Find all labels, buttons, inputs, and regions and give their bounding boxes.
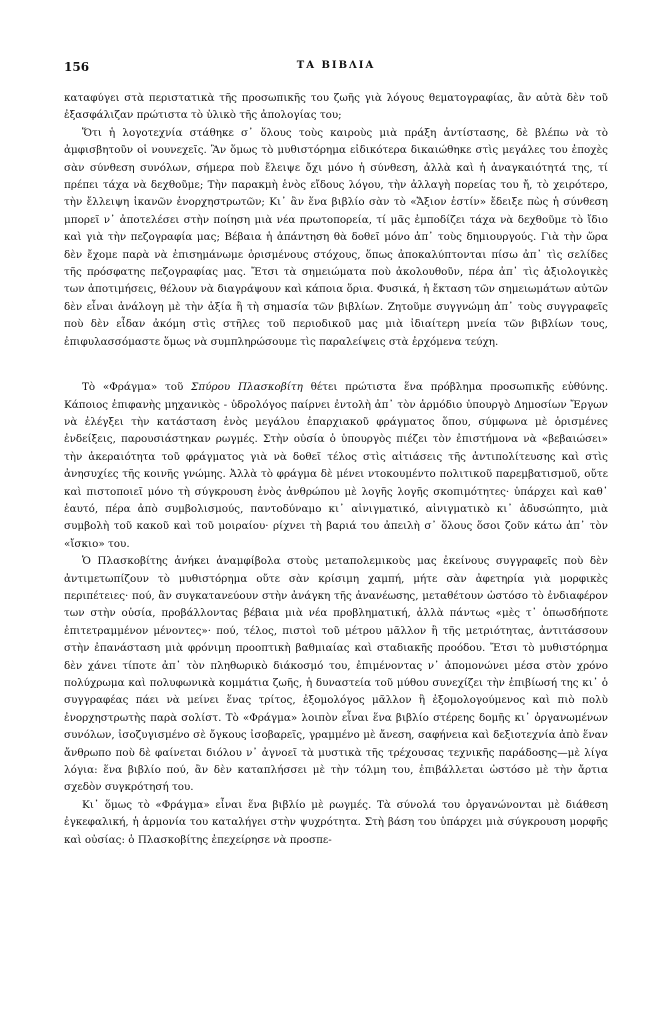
section-divider xyxy=(64,351,608,379)
review-lead-after: θέτει πρώτιστα ἕνα πρόβλημα προσωπικῆς εὐθύνης. Κάποιος ἐπιφανὴς μηχανικὸς - ὑδρολόγος παίρνει ἐντολὴ ἀπ᾿ τὸν ἁρμόδιο ὑπουργὸ Δημοσίων Ἔργων νὰ ἐλέγξει τὴν κατάσταση ἑνὸς μεγάλου ἐπαρχιακοῦ φράγματος ὅπου, σύμφωνα μὲ ὁρισμένες ἐνδείξεις, παρουσιάστηκαν ρωγμές. Στὴν οὐσία ὁ ὑπουργὸς πιέζει τὸν ἐπιστήμονα νὰ «βεβαιώσει» τὴν ἀκεραιότητα τοῦ φράγματος γιὰ νὰ δοθεῖ τέλος στὶς αἰτιάσεις τῆς ἀντιπολίτευσης καὶ στὶς ἀνησυχίες τῆς κοινῆς γνώμης. Ἀλλὰ τὸ φράγμα δὲ μένει ντοκουμέντο πολιτικοῦ παρεμβατισμοῦ, οὔτε καὶ πιστοποιεῖ μόνο τὴ σύγκρουση ἑνὸς ἀνθρώπου μὲ λογῆς λογῆς σκοπιμότητες· ὑπάρχει καὶ καθ᾿ ἑαυτό, πέρα ἀπὸ συμβολισμούς, παντοδύναμο κι᾿ αἰνιγματικό, αἰνιγματικὸ κι᾿ ἀδυσώπητο, μιὰ συμβολὴ τοῦ κακοῦ καὶ τοῦ μοιραίου· ρίχνει τὴ βαριά του ἀπειλὴ σ᾿ ὅλους ὅσοι ζοῦν κάτω ἀπ᾿ τὸν «ἴσκιο» του. xyxy=(64,381,608,550)
author-name: Σπύρου Πλασκοβίτη xyxy=(191,381,303,394)
article-body xyxy=(64,90,608,849)
page-header xyxy=(64,60,608,84)
page-number: 156 xyxy=(64,60,90,74)
review-lead-before: Τὸ «Φράγμα» τοῦ xyxy=(82,381,192,394)
review-paragraph: Κι᾿ ὅμως τὸ «Φράγμα» εἶναι ἕνα βιβλίο μὲ ρωγμές. Τὰ σύνολά του ὀργανώνονται μὲ διάθεση ἐγκεφαλική, ἡ ἁρμονία του καταλήγει στὴν ψυχρότητα. Στὴ βάση του ὑπάρχει μιὰ σύγκρουση μορφῆς καὶ οὐσίας: ὁ Πλασκοβίτης ἐπεχείρησε νὰ προσπε- xyxy=(64,798,608,846)
running-title: ΤΑ ΒΙΒΛΙΑ xyxy=(296,60,376,71)
review-paragraph: Ὁ Πλασκοβίτης ἀνήκει ἀναμφίβολα στοὺς μεταπολεμικοὺς μας ἐκείνους συγγραφεῖς ποὺ δὲν ἀντιμετωπίζουν τὸ μυθιστόρημα οὔτε σὰν κρίσιμη χαμπή, μήτε σὰν ἀφετηρία γιὰ μορφικὲς περιπέτειες· πού, ἂν συγκατανεύουν στὴν ἀνάγκη τῆς ἀνανέωσης, μεταθέτουν ὡστόσο τὸ ἐνδιαφέρον των στὴν οὐσία, προβάλλοντας βέβαια μιὰ νέα προβληματική, ἀλλὰ πάντως «μὲς τ᾿ ὁπωσδήποτε ἐπιτετραμμένον μένοντες»· πού, τέλος, πιστοὶ τοῦ μέτρου μᾶλλον ἢ τῆς μετριότητας, ἀντιτάσσουν στὴν ἐπανάσταση μιὰ φρόνιμη προοπτικὴ βαθμιαίας καὶ σταδιακῆς προόδου. Ἔτσι τὸ μυθιστόρημα δὲν χάνει τίποτε ἀπ᾿ τὸν πληθωρικὸ διάκοσμό του, ἐπιμένοντας ν᾿ ἀπομονώνει μέσα στὸν χρόνο πολύχρωμα καὶ πολυφωνικὰ κομμάτια ζωῆς, ἡ δυναστεία τοῦ μύθου συνεχίζει τὴν ἐπιβίωσή της κι᾿ ὁ συγγραφέας πάει νὰ μείνει ἕνας τρίτος, ἐξομολόγος μᾶλλον ἢ ἐξομολογούμενος καὶ πιὸ πολὺ ἐνορχηστρωτὴς παρὰ σολίστ. Τὸ «Φράγμα» λοιπὸν εἶναι ἕνα βιβλίο στέρεης δομῆς κι᾿ ὀργανωμένων συνόλων, ἰσοζυγισμένο σὲ ὄγκους ἰσοβαρεῖς, γραμμένο μὲ ἄνεση, σαφήνεια καὶ δεξιοτεχνία ἀπὸ ἕναν ἄνθρωπο ποὺ δὲ φαίνεται διόλου ν᾿ ἀγνοεῖ τὰ μυστικὰ τῆς τρέχουσας τεχνικῆς παράδοσης—μὲ λίγα λόγια: ἕνα βιβλίο πού, ἂν δὲν καταπλήσσει μὲ τὴν τόλμη του, ἐπιβάλλεται ὡστόσο μὲ τὴν ἄρτια σχεδὸν συγκρότησή του. xyxy=(64,555,608,794)
intro-paragraph: καταφύγει στὰ περιστατικὰ τῆς προσωπικῆς του ζωῆς γιὰ λόγους θεματογραφίας, ἂν αὐτὰ δὲν τοῦ ἐξασφάλιζαν πρώτιστα τὸ ὑλικὸ τῆς ἀπολογίας του; xyxy=(64,92,608,122)
intro-paragraph: Ὅτι ἡ λογοτεχνία στάθηκε σ᾿ ὅλους τοὺς καιροὺς μιὰ πράξη ἀντίστασης, δὲ βλέπω νὰ τὸ ἀμφισβητοῦν οἱ νουνεχεῖς. Ἂν ὅμως τὸ μυθιστόρημα εἰδικότερα δικαιώθηκε στὶς μεγάλες του ἐποχὲς σὰν σύνθεση συνόλων, σήμερα ποὺ ἔλειψε ὄχι μόνο ἡ σύνθεση, ἀλλὰ καὶ ἡ ἀναγκαιότητά της, τί πρέπει τάχα νὰ δεχθοῦμε; Τὴν παρακμὴ ἑνὸς εἴδους λόγου, τὴν ἀλλαγὴ πορείας του ἤ, τὸ χειρότερο, τὴν ἔλλειψη ἱκανῶν ἐνορχηστρωτῶν; Κι᾿ ἂν ἕνα βιβλίο σὰν τὸ «Ἄξιον ἐστίν» ἔδειξε πὼς ἡ σύνθεση μπορεῖ ν᾿ ἀποτελέσει στὴν ποίηση μιὰ νέα πρωτοπορεία, τί μᾶς ἐμποδίζει τάχα νὰ δεχθοῦμε τὸ ἴδιο καὶ γιὰ τὴν πεζογραφία μας; Βέβαια ἡ ἀπάντηση θὰ δοθεῖ μόνο ἀπ᾿ τοὺς δημιουργούς. Γιὰ τὴν ὥρα δὲν ἔχομε παρὰ νὰ ἐπισημάνωμε ὁρισμένους στόχους, ὅπως ἀποκαλύπτονται πίσω ἀπ᾿ τὶς σελίδες τῆς πρόσφατης πεζογραφίας μας. Ἔτσι τὰ σημειώματα ποὺ ἀκολουθοῦν, πέρα ἀπ᾿ τὶς ἀξιολογικὲς των ἀποτιμήσεις, θέλουν νὰ διαγράψουν καὶ κάποια ὅρια. Φυσικά, ἡ ἔκταση τῶν σημειωμάτων αὐτῶν δὲν εἶναι ἀνάλογη μὲ τὴν ἀξία ἢ τὴ σημασία τῶν βιβλίων. Ζητοῦμε συγγνώμη ἀπ᾿ τοὺς συγγραφεῖς ποὺ δὲν εἶδαν ἀκόμη στὶς στῆλες τοῦ περιοδικοῦ μας μιὰ ἰδιαίτερη μνεία τῶν βιβλίων τους, ἐπιφυλασσόμαστε ὅμως νὰ συμπληρώσουμε τὶς παραλείψεις στὰ ἐρχόμενα τεύχη. xyxy=(64,126,608,348)
review-lead-paragraph xyxy=(64,379,608,553)
